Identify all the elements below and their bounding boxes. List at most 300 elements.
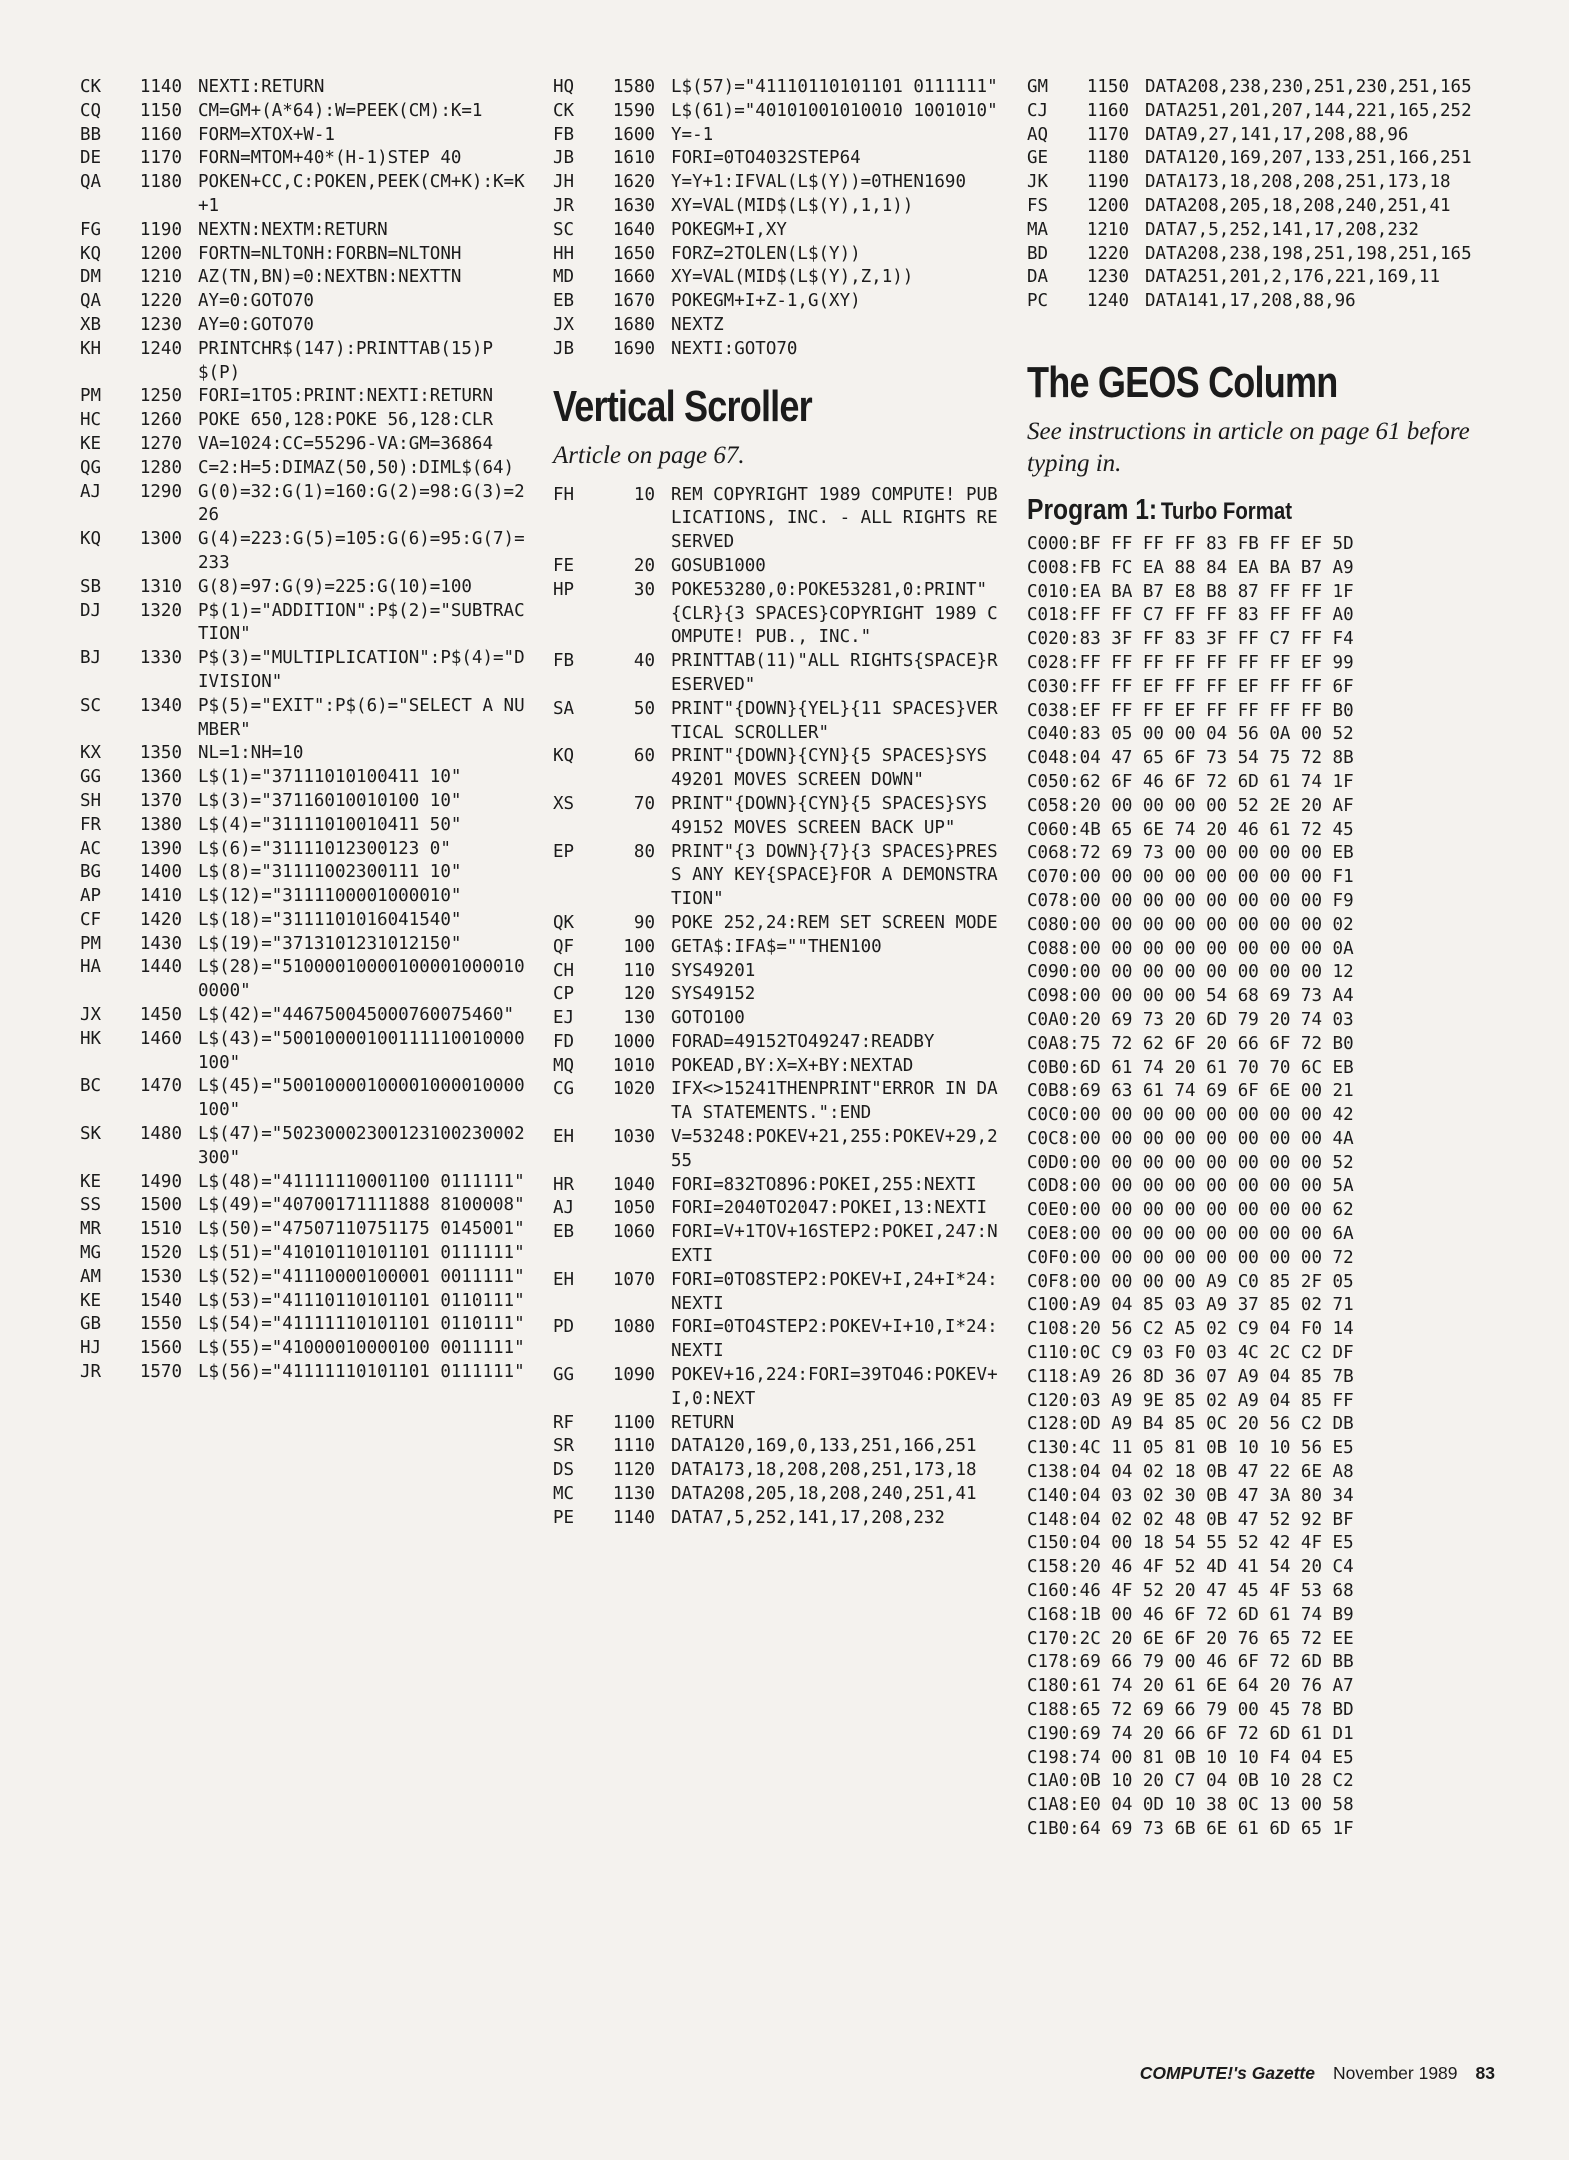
code-line	[80, 1337, 530, 1361]
line-number: 1130	[612, 1484, 655, 1505]
checksum: EH	[553, 1127, 575, 1148]
hex-line: C0C8:00 00 00 00 00 00 00 00 4A	[1027, 1128, 1354, 1149]
code-text: AZ(TN,BN)=0:NEXTBN:NEXTTN	[198, 267, 462, 288]
checksum: KQ	[80, 243, 102, 264]
code-line	[80, 385, 530, 409]
code-text: P$(5)="EXIT":P$(6)="SELECT A NUMBER"	[198, 695, 525, 740]
code-text: FORI=0TO4032STEP64	[671, 148, 861, 169]
code-line	[553, 1507, 1008, 1531]
code-line	[80, 409, 530, 433]
hex-line: C158:20 46 4F 52 4D 41 54 20 C4	[1027, 1557, 1354, 1578]
code-text: DATA141,17,208,88,96	[1145, 291, 1356, 312]
code-text: DATA7,5,252,141,17,208,232	[1145, 219, 1419, 240]
checksum: DS	[553, 1460, 575, 1481]
hex-line: C150:04 00 18 54 55 52 42 4F E5	[1027, 1533, 1354, 1554]
checksum: JR	[80, 1362, 102, 1383]
line-number: 1200	[139, 243, 182, 264]
checksum: JB	[553, 338, 575, 359]
code-text: REM COPYRIGHT 1989 COMPUTE! PUBLICATIONS, INC. - ALL RIGHTS RESERVED	[671, 484, 998, 553]
checksum: JH	[553, 172, 575, 193]
code-line	[553, 1055, 1008, 1079]
line-number: 100	[623, 936, 655, 957]
code-text: L$(47)="50230002300123100230002300"	[198, 1124, 525, 1168]
line-number: 1340	[139, 695, 182, 716]
code-text: DATA120,169,207,133,251,166,251	[1145, 148, 1472, 169]
vertical-scroller-listing	[553, 484, 1008, 1531]
code-line	[553, 745, 1008, 793]
line-number: 1150	[139, 100, 182, 121]
code-line	[80, 1171, 530, 1195]
listing-column-3	[1027, 76, 1493, 1842]
checksum: JX	[553, 314, 575, 335]
code-text: POKEV+16,224:FORI=39TO46:POKEV+I,0:NEXT	[671, 1365, 998, 1409]
line-number: 1440	[139, 957, 182, 978]
code-line	[553, 147, 1008, 171]
line-number: 1090	[612, 1365, 655, 1386]
code-text: P$(1)="ADDITION":P$(2)="SUBTRACTION"	[198, 600, 525, 645]
line-number: 1370	[139, 790, 182, 811]
code-text: CM=GM+(A*64):W=PEEK(CM):K=1	[198, 100, 483, 121]
checksum: BG	[80, 862, 102, 883]
line-number: 60	[633, 746, 655, 767]
code-text: POKE 650,128:POKE 56,128:CLR	[198, 410, 494, 431]
code-text: L$(48)="41111110001100 0111111"	[198, 1171, 525, 1192]
hex-line: C010:EA BA B7 E8 B8 87 FF FF 1F	[1027, 581, 1354, 602]
hex-line: C198:74 00 81 0B 10 10 F4 04 E5	[1027, 1747, 1354, 1768]
line-number: 1250	[139, 386, 182, 407]
hex-line: C0A8:75 72 62 6F 20 66 6F 72 B0	[1027, 1033, 1354, 1054]
line-number: 70	[633, 793, 655, 814]
code-line	[80, 861, 530, 885]
line-number: 1650	[612, 243, 655, 264]
line-number: 10	[633, 484, 655, 505]
line-number: 1610	[612, 148, 655, 169]
hex-line: C008:FB FC EA 88 84 EA BA B7 A9	[1027, 557, 1354, 578]
page-footer	[1075, 2063, 1495, 2084]
line-number: 1010	[612, 1055, 655, 1076]
code-text: POKEGM+I,XY	[671, 219, 787, 240]
code-line	[553, 1269, 1008, 1317]
checksum: EP	[553, 841, 575, 862]
code-text: VA=1024:CC=55296-VA:GM=36864	[198, 433, 494, 454]
line-number: 1000	[612, 1031, 655, 1052]
code-text: PRINTCHR$(147):PRINTTAB(15)P$(P)	[198, 338, 494, 383]
code-line	[553, 338, 1008, 362]
line-number: 20	[633, 555, 655, 576]
line-number: 1240	[1086, 291, 1129, 312]
code-text: DATA208,205,18,208,240,251,41	[671, 1484, 977, 1505]
code-text: L$(54)="41111110101101 0110111"	[198, 1314, 525, 1335]
code-line	[553, 100, 1008, 124]
hex-line: C170:2C 20 6E 6F 20 76 65 72 EE	[1027, 1628, 1354, 1649]
line-number: 1330	[139, 648, 182, 669]
checksum: HK	[80, 1028, 102, 1049]
code-line	[80, 290, 530, 314]
code-text: DATA251,201,2,176,221,169,11	[1145, 267, 1441, 288]
checksum: FD	[553, 1031, 575, 1052]
code-text: DATA7,5,252,141,17,208,232	[671, 1507, 945, 1528]
hex-line: C100:A9 04 85 03 A9 37 85 02 71	[1027, 1295, 1354, 1316]
code-text: L$(50)="47507110751175 0145001"	[198, 1219, 525, 1240]
code-line	[80, 885, 530, 909]
code-line	[80, 314, 530, 338]
code-text: L$(4)="31111010010411 50"	[198, 814, 462, 835]
code-line	[80, 171, 530, 219]
code-line	[80, 1242, 530, 1266]
checksum: BC	[80, 1076, 102, 1097]
line-number: 1640	[612, 219, 655, 240]
checksum: CJ	[1027, 100, 1049, 121]
hex-line: C168:1B 00 46 6F 72 6D 61 74 B9	[1027, 1604, 1354, 1625]
checksum: SH	[80, 790, 102, 811]
line-number: 1530	[139, 1266, 182, 1287]
checksum: HP	[553, 579, 575, 600]
code-text: FORAD=49152TO49247:READBY	[671, 1031, 935, 1052]
code-line	[80, 742, 530, 766]
code-text: DATA208,205,18,208,240,251,41	[1145, 195, 1451, 216]
hex-line: C108:20 56 C2 A5 02 C9 04 F0 14	[1027, 1319, 1354, 1340]
hex-line: C020:83 3F FF 83 3F FF C7 FF F4	[1027, 629, 1354, 650]
code-line	[1027, 219, 1493, 243]
line-number: 40	[633, 651, 655, 672]
checksum: GM	[1027, 77, 1049, 97]
line-number: 1350	[139, 743, 182, 764]
code-line	[553, 1174, 1008, 1198]
hex-line: C130:4C 11 05 81 0B 10 10 56 E5	[1027, 1438, 1354, 1459]
line-number: 1420	[139, 909, 182, 930]
checksum: SB	[80, 576, 102, 597]
hex-line: C0D8:00 00 00 00 00 00 00 00 5A	[1027, 1176, 1354, 1197]
code-line	[553, 1459, 1008, 1483]
hex-line: C098:00 00 00 00 54 68 69 73 A4	[1027, 986, 1354, 1007]
code-text: NEXTI:RETURN	[198, 77, 325, 97]
code-line	[553, 793, 1008, 841]
hex-line: C038:EF FF FF EF FF FF FF FF B0	[1027, 700, 1354, 721]
code-line	[1027, 124, 1493, 148]
line-number: 1210	[139, 267, 182, 288]
line-number: 1140	[139, 77, 182, 97]
checksum: QK	[553, 912, 575, 933]
code-line	[80, 147, 530, 171]
checksum: PM	[80, 933, 102, 954]
hex-line: C070:00 00 00 00 00 00 00 00 F1	[1027, 867, 1354, 888]
code-line	[80, 695, 530, 743]
code-line	[553, 1483, 1008, 1507]
line-number: 1120	[612, 1460, 655, 1481]
checksum: CP	[553, 984, 575, 1005]
line-number: 1180	[139, 172, 182, 193]
hex-line: C0B0:6D 61 74 20 61 70 70 6C EB	[1027, 1057, 1354, 1078]
code-text: AY=0:GOTO70	[198, 291, 314, 312]
checksum: DJ	[80, 600, 102, 621]
line-number: 1170	[139, 148, 182, 169]
checksum: KQ	[553, 746, 575, 767]
checksum: HR	[553, 1174, 575, 1195]
checksum: QF	[553, 936, 575, 957]
code-line	[80, 1075, 530, 1123]
code-line	[80, 1123, 530, 1171]
line-number: 1240	[139, 338, 182, 359]
checksum: PD	[553, 1317, 575, 1338]
program-name: Turbo Format	[1160, 497, 1293, 525]
code-text: NEXTZ	[671, 314, 724, 335]
program-label: Program 1:	[1027, 493, 1158, 526]
checksum: DA	[1027, 267, 1049, 288]
hex-line: C148:04 02 02 48 0B 47 52 92 BF	[1027, 1509, 1354, 1530]
hex-dump-listing	[1027, 533, 1493, 1842]
checksum: MA	[1027, 219, 1049, 240]
line-number: 1540	[139, 1290, 182, 1311]
checksum: KE	[80, 1171, 102, 1192]
checksum: FB	[553, 124, 575, 145]
line-number: 1200	[1086, 195, 1129, 216]
code-line	[80, 124, 530, 148]
line-number: 1300	[139, 529, 182, 550]
line-number: 1160	[1086, 100, 1129, 121]
code-text: PRINT"{DOWN}{YEL}{11 SPACES}VERTICAL SCROLLER"	[671, 698, 998, 743]
checksum: MQ	[553, 1055, 575, 1076]
line-number: 1230	[1086, 267, 1129, 288]
checksum: PE	[553, 1507, 575, 1528]
line-number: 30	[633, 579, 655, 600]
code-line	[80, 219, 530, 243]
code-line	[553, 290, 1008, 314]
line-number: 50	[633, 698, 655, 719]
checksum: BJ	[80, 648, 102, 669]
code-text: SYS49152	[671, 984, 756, 1005]
code-text: L$(57)="41110110101101 0111111"	[671, 77, 998, 97]
hex-line: C0F0:00 00 00 00 00 00 00 00 72	[1027, 1247, 1354, 1268]
code-line	[80, 433, 530, 457]
code-text: PRINT"{DOWN}{CYN}{5 SPACES}SYS 49201 MOVES SCREEN DOWN"	[671, 746, 998, 791]
hex-line: C040:83 05 00 00 04 56 0A 00 52	[1027, 724, 1354, 745]
line-number: 1670	[612, 291, 655, 312]
code-line	[553, 1197, 1008, 1221]
checksum: HA	[80, 957, 102, 978]
code-text: L$(28)="510000100001000010000100000"	[198, 957, 525, 1002]
hex-line: C140:04 03 02 30 0B 47 3A 80 34	[1027, 1485, 1354, 1506]
code-line	[80, 76, 530, 100]
checksum: HC	[80, 410, 102, 431]
checksum: HJ	[80, 1338, 102, 1359]
code-text: L$(42)="446750045000760075460"	[198, 1005, 515, 1026]
line-number: 1110	[612, 1436, 655, 1457]
line-number: 1520	[139, 1243, 182, 1264]
code-text: FORI=0TO8STEP2:POKEV+I,24+I*24:NEXTI	[671, 1269, 998, 1314]
code-line	[80, 838, 530, 862]
checksum: SA	[553, 698, 575, 719]
checksum: KQ	[80, 529, 102, 550]
line-number: 120	[623, 984, 655, 1005]
checksum: DM	[80, 267, 102, 288]
code-line	[553, 579, 1008, 650]
code-line	[553, 1007, 1008, 1031]
line-number: 1480	[139, 1124, 182, 1145]
code-line	[553, 1221, 1008, 1269]
code-text: IFX<>15241THENPRINT"ERROR IN DATA STATEMENTS.":END	[671, 1079, 998, 1124]
code-text: FORI=2040TO2047:POKEI,13:NEXTI	[671, 1198, 988, 1219]
checksum: AJ	[80, 481, 102, 502]
code-line	[80, 1313, 530, 1337]
hex-line: C138:04 04 02 18 0B 47 22 6E A8	[1027, 1462, 1354, 1483]
code-line	[80, 933, 530, 957]
line-number: 1150	[1086, 77, 1129, 97]
code-line	[1027, 243, 1493, 267]
hex-line: C0F8:00 00 00 00 A9 C0 85 2F 05	[1027, 1271, 1354, 1292]
line-number: 1510	[139, 1219, 182, 1240]
code-line	[553, 171, 1008, 195]
line-number: 1360	[139, 767, 182, 788]
checksum: FG	[80, 219, 102, 240]
code-text: AY=0:GOTO70	[198, 314, 314, 335]
page-number: 83	[1475, 2063, 1495, 2083]
checksum: XB	[80, 314, 102, 335]
checksum: GG	[553, 1365, 575, 1386]
code-text: FORZ=2TOLEN(L$(Y))	[671, 243, 861, 264]
code-line	[553, 195, 1008, 219]
hex-line: C030:FF FF EF FF FF EF FF FF 6F	[1027, 676, 1354, 697]
code-text: DATA173,18,208,208,251,173,18	[1145, 172, 1451, 193]
line-number: 130	[623, 1008, 655, 1029]
code-text: FORI=V+1TOV+16STEP2:POKEI,247:NEXTI	[671, 1222, 998, 1267]
code-text: DATA251,201,207,144,221,165,252	[1145, 100, 1472, 121]
line-number: 1280	[139, 457, 182, 478]
code-text: V=53248:POKEV+21,255:POKEV+29,255	[671, 1127, 998, 1171]
code-line	[553, 1126, 1008, 1174]
hex-line: C068:72 69 73 00 00 00 00 00 EB	[1027, 843, 1354, 864]
checksum: PM	[80, 386, 102, 407]
hex-line: C058:20 00 00 00 00 52 2E 20 AF	[1027, 795, 1354, 816]
code-line	[80, 600, 530, 648]
line-number: 1590	[612, 100, 655, 121]
checksum: MD	[553, 267, 575, 288]
code-line	[1027, 100, 1493, 124]
code-line	[553, 1364, 1008, 1412]
hex-line: C190:69 74 20 66 6F 72 6D 61 D1	[1027, 1723, 1354, 1744]
hex-line: C160:46 4F 52 20 47 45 4F 53 68	[1027, 1581, 1354, 1602]
code-line	[80, 1004, 530, 1028]
code-text: NEXTI:GOTO70	[671, 338, 798, 359]
code-line	[553, 912, 1008, 936]
hex-line: C1A8:E0 04 0D 10 38 0C 13 00 58	[1027, 1795, 1354, 1816]
code-line	[553, 841, 1008, 912]
code-text: POKEGM+I+Z-1,G(XY)	[671, 291, 861, 312]
line-number: 1380	[139, 814, 182, 835]
hex-line: C018:FF FF C7 FF FF 83 FF FF A0	[1027, 605, 1354, 626]
line-number: 1270	[139, 433, 182, 454]
checksum: KH	[80, 338, 102, 359]
code-line	[80, 266, 530, 290]
hex-line: C178:69 66 79 00 46 6F 72 6D BB	[1027, 1652, 1354, 1673]
code-line	[553, 983, 1008, 1007]
code-text: L$(19)="3713101231012150"	[198, 933, 462, 954]
hex-line: C0E0:00 00 00 00 00 00 00 00 62	[1027, 1200, 1354, 1221]
line-number: 1220	[139, 291, 182, 312]
hex-line: C120:03 A9 9E 85 02 A9 04 85 FF	[1027, 1390, 1354, 1411]
checksum: AQ	[1027, 124, 1049, 145]
code-text: DATA208,238,198,251,198,251,165	[1145, 243, 1472, 264]
checksum: GE	[1027, 148, 1049, 169]
code-line	[80, 576, 530, 600]
line-number: 1680	[612, 314, 655, 335]
code-line	[80, 1194, 530, 1218]
hex-line: C0C0:00 00 00 00 00 00 00 00 42	[1027, 1105, 1354, 1126]
code-line	[80, 1290, 530, 1314]
code-line	[80, 100, 530, 124]
checksum: MR	[80, 1219, 102, 1240]
line-number: 1040	[612, 1174, 655, 1195]
line-number: 1060	[612, 1222, 655, 1243]
code-line	[553, 1316, 1008, 1364]
geos-column-title: The GEOS Column	[1027, 357, 1338, 407]
code-text: P$(3)="MULTIPLICATION":P$(4)="DIVISION"	[198, 648, 525, 692]
code-line	[553, 960, 1008, 984]
checksum: QA	[80, 172, 102, 193]
hex-line: C090:00 00 00 00 00 00 00 00 12	[1027, 962, 1354, 983]
hex-line: C188:65 72 69 66 79 00 45 78 BD	[1027, 1700, 1354, 1721]
line-number: 1100	[612, 1412, 655, 1433]
hex-line: C078:00 00 00 00 00 00 00 00 F9	[1027, 890, 1354, 911]
hex-line: C080:00 00 00 00 00 00 00 00 02	[1027, 914, 1354, 935]
line-number: 80	[633, 841, 655, 862]
code-text: L$(52)="41110000100001 0011111"	[198, 1266, 525, 1287]
code-text: L$(43)="50010000100111110010000100"	[198, 1028, 525, 1073]
checksum: FH	[553, 484, 575, 505]
line-number: 1390	[139, 838, 182, 859]
code-line	[80, 956, 530, 1004]
line-number: 1260	[139, 410, 182, 431]
code-text: L$(51)="41010110101101 0111111"	[198, 1243, 525, 1264]
checksum: XS	[553, 793, 575, 814]
magazine-name: COMPUTE!'s Gazette	[1139, 2063, 1315, 2083]
code-line	[80, 766, 530, 790]
line-number: 90	[633, 912, 655, 933]
checksum: CK	[553, 100, 575, 121]
checksum: EJ	[553, 1008, 575, 1029]
code-line	[553, 243, 1008, 267]
code-text: DATA208,238,230,251,230,251,165	[1145, 77, 1472, 97]
code-text: PRINT"{DOWN}{CYN}{5 SPACES}SYS 49152 MOVES SCREEN BACK UP"	[671, 793, 998, 838]
line-number: 1290	[139, 481, 182, 502]
line-number: 1050	[612, 1198, 655, 1219]
code-text: L$(12)="3111100001000010"	[198, 886, 462, 907]
hex-line: C118:A9 26 8D 36 07 A9 04 85 7B	[1027, 1366, 1354, 1387]
code-text: RETURN	[671, 1412, 735, 1433]
line-number: 1310	[139, 576, 182, 597]
code-line	[553, 698, 1008, 746]
checksum: AJ	[553, 1198, 575, 1219]
line-number: 1190	[1086, 172, 1129, 193]
code-line	[1027, 171, 1493, 195]
hex-line: C050:62 6F 46 6F 72 6D 61 74 1F	[1027, 771, 1354, 792]
code-line	[80, 814, 530, 838]
hex-line: C0D0:00 00 00 00 00 00 00 00 52	[1027, 1152, 1354, 1173]
line-number: 1690	[612, 338, 655, 359]
line-number: 110	[623, 960, 655, 981]
code-text: XY=VAL(MID$(L$(Y),Z,1))	[671, 267, 914, 288]
code-line	[80, 1218, 530, 1242]
code-line	[80, 1028, 530, 1076]
line-number: 1160	[139, 124, 182, 145]
vertical-scroller-title: Vertical Scroller	[553, 381, 812, 431]
hex-line: C028:FF FF FF FF FF FF FF EF 99	[1027, 652, 1354, 673]
checksum: CK	[80, 77, 102, 97]
checksum: KX	[80, 743, 102, 764]
code-text: DATA173,18,208,208,251,173,18	[671, 1460, 977, 1481]
checksum: EB	[553, 1222, 575, 1243]
checksum: MG	[80, 1243, 102, 1264]
line-number: 1430	[139, 933, 182, 954]
